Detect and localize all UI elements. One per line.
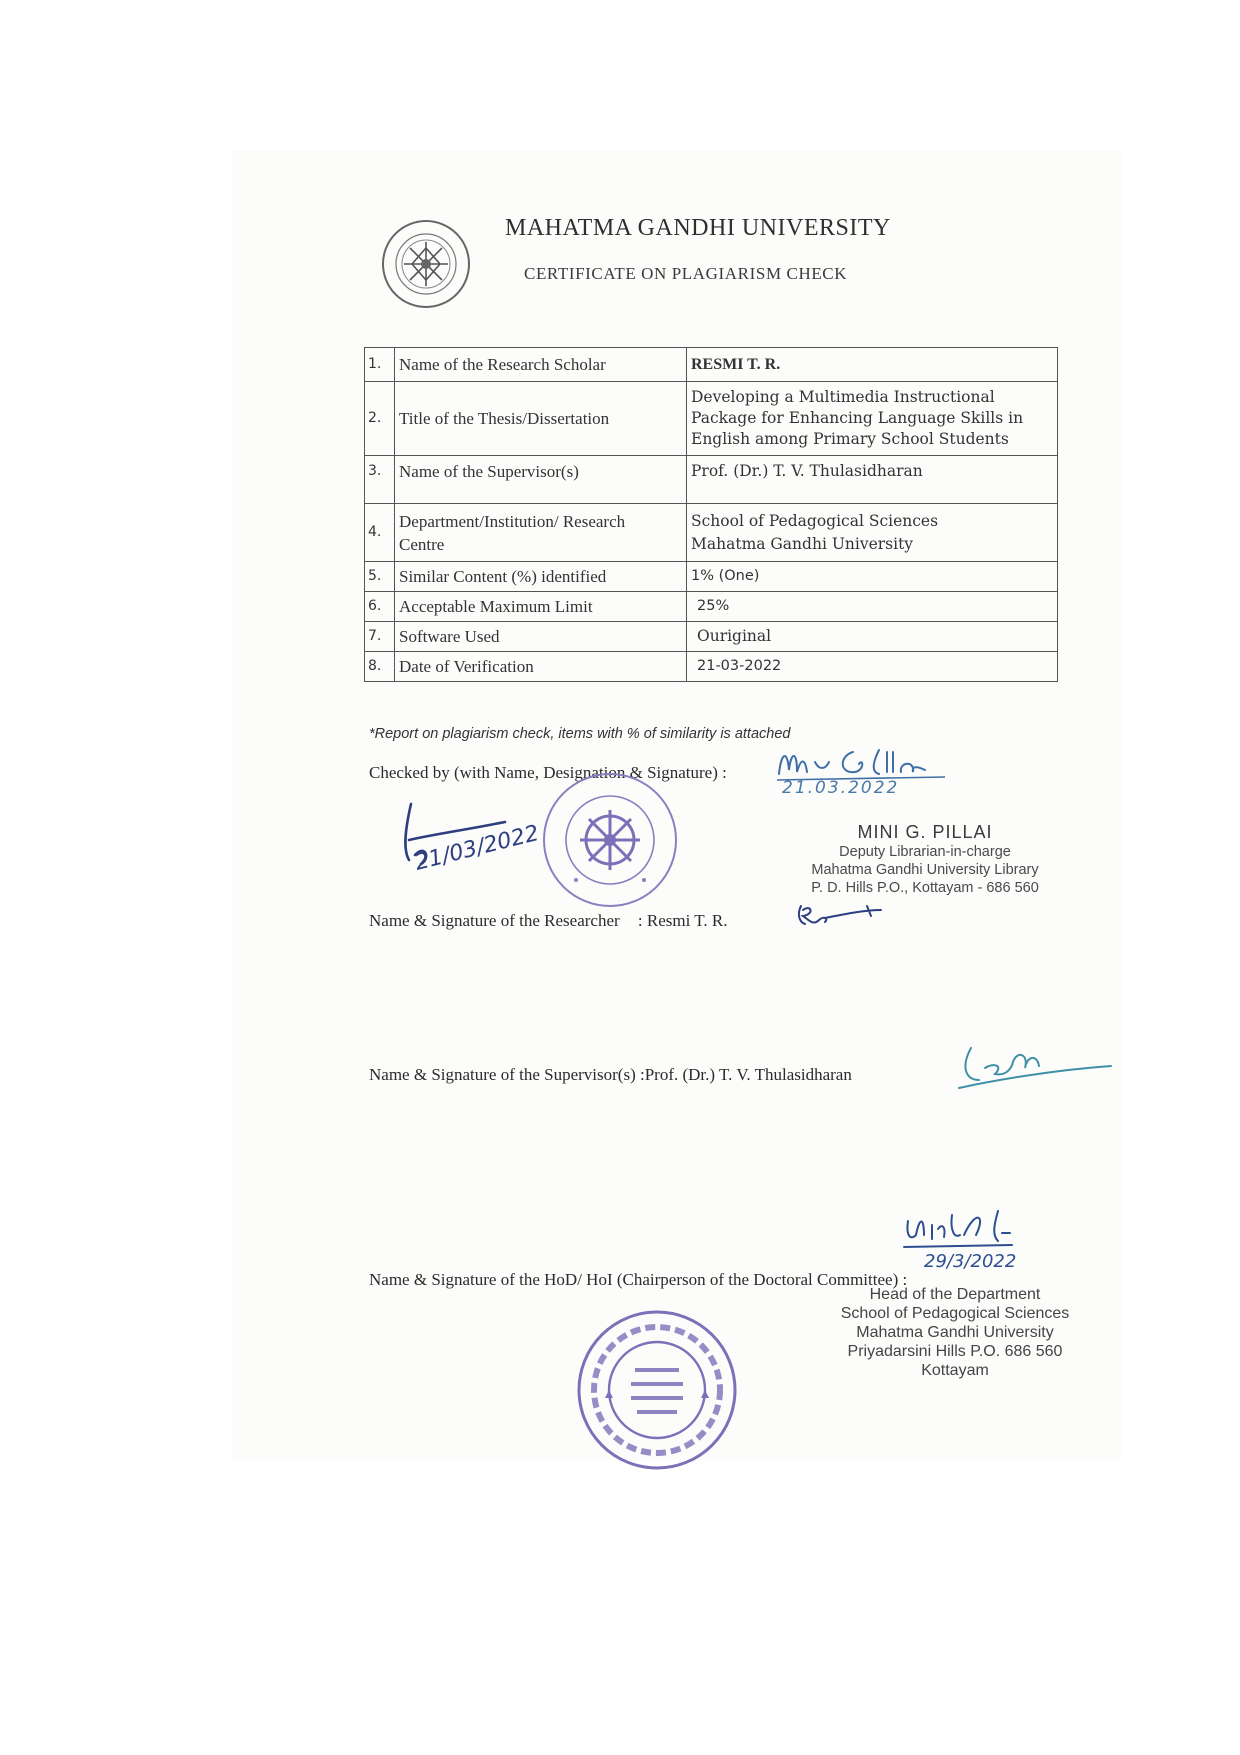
checked-by-label: Checked by (with Name, Designation & Signature) : <box>369 763 727 782</box>
librarian-stamp-line: P. D. Hills P.O., Kottayam - 686 560 <box>811 880 1039 896</box>
table-row <box>365 456 1058 504</box>
svg-text:29/3/2022: 29/3/2022 <box>924 1251 1017 1272</box>
librarian-stamp <box>780 822 1070 897</box>
hod-signature <box>902 1205 1052 1275</box>
row-number: 1. <box>365 348 395 382</box>
hod-stamp-line: Priyadarsini Hills P.O. 686 560 <box>847 1343 1063 1360</box>
supervisor-signature <box>955 1040 1115 1100</box>
supervisor-line: Name & Signature of the Supervisor(s) :Prof. (Dr.) T. V. Thulasidharan <box>369 1065 852 1084</box>
table-row <box>365 622 1058 652</box>
thesis-title-line: Developing a Multimedia Instructional <box>691 388 995 406</box>
thesis-title <box>687 382 1058 456</box>
hod-stamp-line: Kottayam <box>921 1362 989 1379</box>
university-title: MAHATMA GANDHI UNIVERSITY <box>505 215 891 241</box>
row-label: Name of the Supervisor(s) <box>395 456 687 504</box>
thesis-title-line: English among Primary School Students <box>691 430 1009 448</box>
table-row <box>365 348 1058 382</box>
table-row <box>365 382 1058 456</box>
table-row <box>365 562 1058 592</box>
thesis-title-line: Package for Enhancing Language Skills in <box>691 409 1024 427</box>
scholar-name: RESMI T. R. <box>687 348 1058 382</box>
report-note: *Report on plagiarism check, items with % of similarity is attached <box>369 726 791 742</box>
librarian-name: MINI G. PILLAI <box>857 822 993 842</box>
row-label: Name of the Research Scholar <box>395 348 687 382</box>
maximum-limit-value: 25% <box>687 592 1058 622</box>
row-label-line: Centre <box>399 534 445 554</box>
row-label: Acceptable Maximum Limit <box>395 592 687 622</box>
table-row <box>365 504 1058 562</box>
checker-handwritten-date: 21.03.2022 <box>782 778 900 798</box>
department-line: School of Pedagogical Sciences <box>691 511 939 530</box>
supervisor-name: Prof. (Dr.) T. V. Thulasidharan <box>687 456 1058 504</box>
university-logo <box>380 218 472 310</box>
hod-stamp-line: Mahatma Gandhi University <box>856 1324 1054 1341</box>
software-value: Ouriginal <box>687 622 1058 652</box>
row-number: 8. <box>365 652 395 682</box>
hod-stamp <box>810 1285 1100 1380</box>
librarian-stamp-line: Mahatma Gandhi University Library <box>811 862 1039 878</box>
table-row <box>365 592 1058 622</box>
row-number: 4. <box>365 504 395 562</box>
librarian-stamp-line: Deputy Librarian-in-charge <box>839 844 1011 860</box>
table-row <box>365 652 1058 682</box>
row-number: 3. <box>365 456 395 504</box>
verification-date-value: 21-03-2022 <box>687 652 1058 682</box>
row-number: 2. <box>365 382 395 456</box>
row-label: Software Used <box>395 622 687 652</box>
researcher-signature <box>795 900 885 930</box>
row-label: Title of the Thesis/Dissertation <box>395 382 687 456</box>
similar-content-value: 1% (One) <box>687 562 1058 592</box>
row-label-line: Department/Institution/ Research <box>399 511 626 531</box>
plagiarism-details-table <box>364 347 1058 682</box>
row-number: 5. <box>365 562 395 592</box>
library-seal-stamp <box>540 770 680 910</box>
hod-stamp-line: Head of the Department <box>869 1286 1041 1303</box>
row-label: Similar Content (%) identified <box>395 562 687 592</box>
row-number: 7. <box>365 622 395 652</box>
department <box>687 504 1058 562</box>
researcher-line <box>369 911 727 931</box>
hod-line: Name & Signature of the HoD/ HoI (Chairperson of the Doctoral Committee) : <box>369 1270 908 1289</box>
row-number: 6. <box>365 592 395 622</box>
department-seal-stamp <box>575 1308 740 1473</box>
hod-stamp-line: School of Pedagogical Sciences <box>840 1305 1070 1322</box>
handwritten-date-signature <box>395 800 545 880</box>
department-line: Mahatma Gandhi University <box>691 534 914 553</box>
row-label: Date of Verification <box>395 652 687 682</box>
row-label <box>395 504 687 562</box>
researcher-name: : Resmi T. R. <box>637 911 728 930</box>
svg-text:21/03/2022: 21/03/2022 <box>412 820 542 876</box>
researcher-label: Name & Signature of the Researcher <box>369 911 620 930</box>
certificate-title: CERTIFICATE ON PLAGIARISM CHECK <box>524 264 848 283</box>
